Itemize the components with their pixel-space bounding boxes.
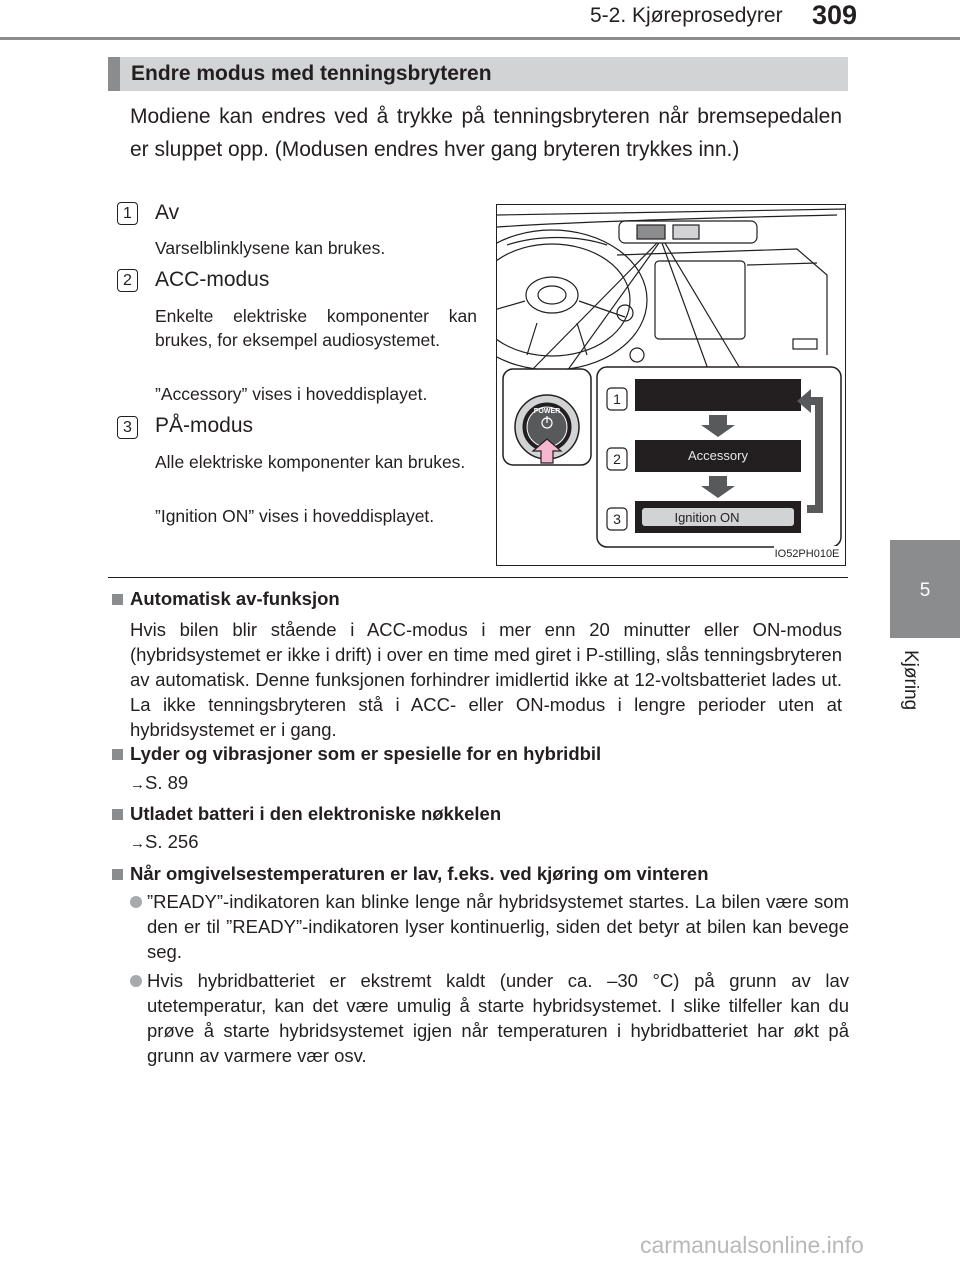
power-button-label: POWER: [533, 408, 561, 415]
ignition-mode-figure: [496, 204, 846, 566]
item-desc: ”Accessory” vises i hoveddisplayet.: [155, 384, 428, 404]
note-square-icon: [112, 809, 123, 820]
item-title-on: PÅ-modus: [155, 414, 254, 437]
reference-arrow-icon: →: [130, 835, 145, 852]
note-square-icon: [112, 749, 123, 760]
item-number-badge: 3: [117, 416, 138, 439]
item-title-off: Av: [155, 201, 180, 224]
figure-state-number: 3: [613, 511, 621, 527]
item-desc: Alle elektriske komponenter kan brukes.: [155, 452, 466, 472]
reference-arrow-icon: →: [130, 776, 145, 793]
watermark: carmanualsonline.info: [640, 1232, 864, 1258]
running-header-section: 5-2. Kjøreprosedyrer: [590, 4, 783, 27]
item-number-badge: 1: [117, 202, 138, 225]
item-title-acc: ACC-modus: [155, 268, 270, 291]
item-desc: Enkelte elektriske komponenter kan brukes, for eksempel audiosystemet.: [155, 306, 477, 350]
note-text-auto-off: Hvis bilen blir stående i ACC-modus i mer enn 20 minutter eller ON-modus (hybridsystemet er ikke i drift) i over en time med giret i P-stilling, slås tenningsbryteren av automatisk. Denne funksjonen forhindrer imidlertid ikke at 12-voltsbatteriet lades ut. La ikke tenningsbryteren stå i ACC- eller ON-modus i lengre perioder uten at hybridsystemet er i gang.: [130, 619, 842, 740]
bullet-dot-icon: [130, 975, 142, 987]
note-heading-auto-off: Automatisk av-funksjon: [130, 588, 340, 609]
note-square-icon: [112, 869, 123, 880]
accessory-screen-text: Accessory: [688, 448, 748, 463]
screen-off: [635, 379, 801, 411]
section-title: Endre modus med tenningsbryteren: [131, 62, 492, 85]
item-desc: Varselblinklysene kan brukes.: [155, 238, 386, 258]
page-number: 309: [812, 0, 858, 30]
section-divider: [108, 577, 848, 578]
page-reference[interactable]: →S. 256: [130, 831, 199, 852]
figure-state-number: 2: [613, 451, 621, 467]
section-heading-bar: [108, 57, 120, 91]
note-heading-sounds: Lyder og vibrasjoner som er spesielle for en hybridbil: [130, 743, 602, 764]
page-reference[interactable]: →S. 89: [130, 772, 189, 793]
figure-code: IO52PH010E: [774, 548, 840, 560]
item-desc: ”Ignition ON” vises i hoveddisplayet.: [155, 506, 435, 526]
figure-state-number: 1: [613, 391, 621, 407]
note-heading-cold: Når omgivelsestemperaturen er lav, f.eks. ved kjøring om vinteren: [130, 863, 709, 884]
item-number-badge: 2: [117, 269, 138, 292]
ignition-screen-text: Ignition ON: [674, 510, 740, 525]
bullet-dot-icon: [130, 896, 142, 908]
chapter-number: 5: [919, 580, 931, 601]
header-rule: [0, 37, 960, 40]
note-square-icon: [112, 594, 123, 605]
note-heading-battery: Utladet batteri i den elektroniske nøkkelen: [130, 803, 502, 824]
chapter-label: Kjøring: [900, 650, 921, 711]
bullet-text: Hvis hybridbatteriet er ekstremt kaldt (under ca. –30 °C) på grunn av lav utetemperatur, kan det være umulig å starte hybridsystemet. I slike tilfeller kan du prøve å starte hybridsystemet igjen når temperaturen i hybridbatteriet har økt på grunn av varmere vær osv.: [147, 970, 849, 1066]
bullet-text: ”READY”-indikatoren kan blinke lenge når hybridsystemet startes. La bilen være som den er til ”READY”-indikatoren lyser kontinuerlig, siden det betyr at bilen kan bevege seg.: [147, 891, 849, 962]
intro-paragraph: Modiene kan endres ved å trykke på tenningsbryteren når bremsepedalen er sluppet opp. (Modusen endres hver gang bryteren trykkes inn.): [130, 105, 842, 161]
dashboard-illustration: [497, 205, 846, 566]
